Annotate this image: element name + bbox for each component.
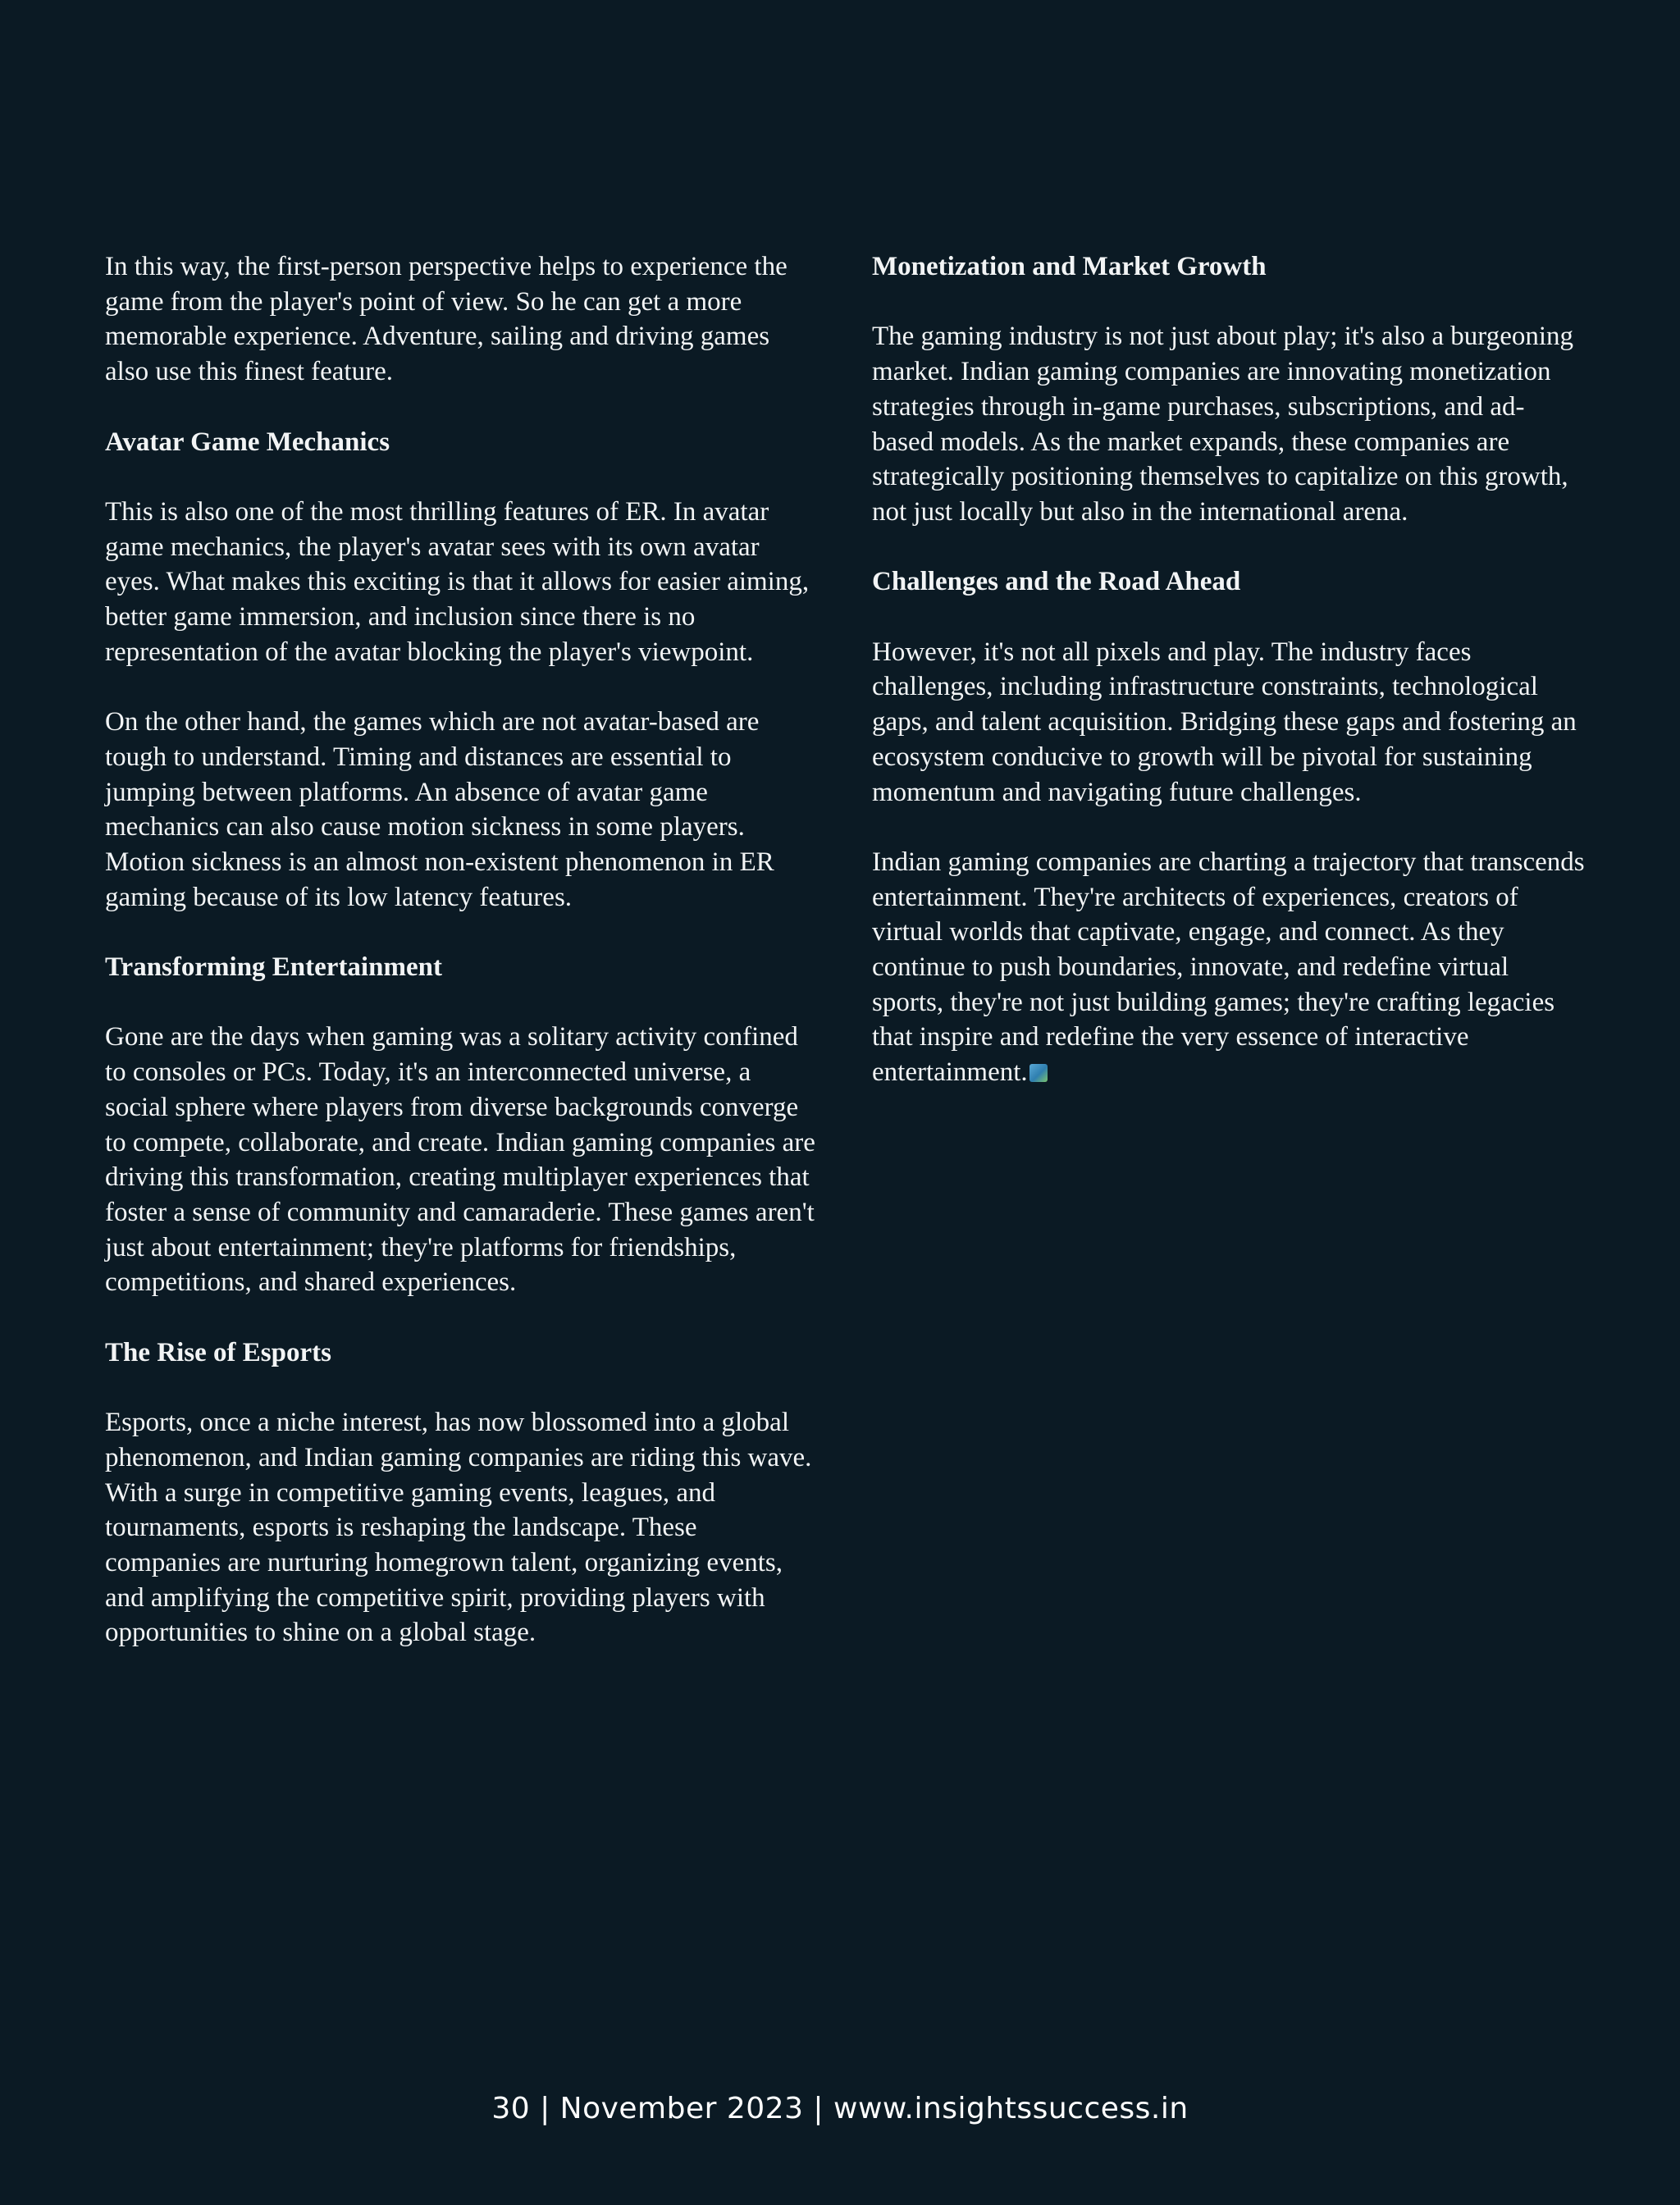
paragraph-esports: Esports, once a niche interest, has now blossomed into a global phenomenon, and Indian gaming companies are riding this wave. With a surge in competitive gaming events, leagues, and tournaments, esports is reshaping the landscape. These companies are nurturing homegrown talent, organizing events, and amplifying the competitive spirit, providing players with opportunities to shine on a global stage.: [105, 1408, 812, 1648]
page-footer: 30 | November 2023 | www.insightssuccess.in: [491, 2092, 1189, 2125]
paragraph-challenges: However, it's not all pixels and play. The industry faces challenges, including infrastructure constraints, technological gaps, and talent acquisition. Bridging these gaps and fostering an ecosystem conducive to growth will be pivotal for sustaining momentum and navigating future challenges.: [872, 637, 1577, 807]
heading-monetization: Monetization and Market Growth: [872, 252, 1267, 281]
paragraph-conclusion: [872, 845, 1586, 1090]
heading-rise-of-esports: The Rise of Esports: [105, 1337, 331, 1367]
heading-transforming-entertainment: Transforming Entertainment: [105, 952, 442, 982]
globe-emoji-icon: [1029, 1064, 1048, 1082]
heading-challenges: Challenges and the Road Ahead: [872, 567, 1241, 597]
right-column: [872, 249, 1586, 1125]
heading-avatar-game-mechanics: Avatar Game Mechanics: [105, 427, 390, 457]
left-column: [105, 249, 819, 1686]
paragraph-non-avatar-games: On the other hand, the games which are not avatar-based are tough to understand. Timing and distances are essential to jumping between platforms. An absence of avatar game mechanics can also cause motion sickness in some players. Motion sickness is an almost non-existent phenomenon in ER gaming because of its low latency features.: [105, 707, 774, 912]
paragraph-monetization: The gaming industry is not just about play; it's also a burgeoning market. Indian gaming companies are innovating monetization strategies through in-game purchases, subscriptions, and ad-based models. As the market expands, these companies are strategically positioning themselves to capitalize on this growth, not just locally but also in the international arena.: [872, 322, 1574, 527]
paragraph-avatar-mechanics: This is also one of the most thrilling features of ER. In avatar game mechanics, the player's avatar sees with its own avatar eyes. What makes this exciting is that it allows for easier aiming, better game immersion, and inclusion since there is no representation of the avatar blocking the player's viewpoint.: [105, 496, 810, 667]
paragraph-conclusion-text: Indian gaming companies are charting a trajectory that transcends entertainment. They're architects of experiences, creators of virtual worlds that captivate, engage, and connect. As they continue to push boundaries, innovate, and redefine virtual sports, they're not just building games; they're crafting legacies that inspire and redefine the very essence of interactive entertainment.: [872, 847, 1585, 1088]
paragraph-transforming-entertainment: Gone are the days when gaming was a solitary activity confined to consoles or PCs. Today, it's an interconnected universe, a social sphere where players from diverse backgrounds converge to compete, collaborate, and create. Indian gaming companies are driving this transformation, creating multiplayer experiences that foster a sense of community and camaraderie. These games aren't just about entertainment; they're platforms for friendships, competitions, and shared experiences.: [105, 1022, 815, 1298]
paragraph-first-person: In this way, the first-person perspective helps to experience the game from the player's point of view. So he can get a more memorable experience. Adventure, sailing and driving games also use this finest feature.: [105, 252, 788, 387]
